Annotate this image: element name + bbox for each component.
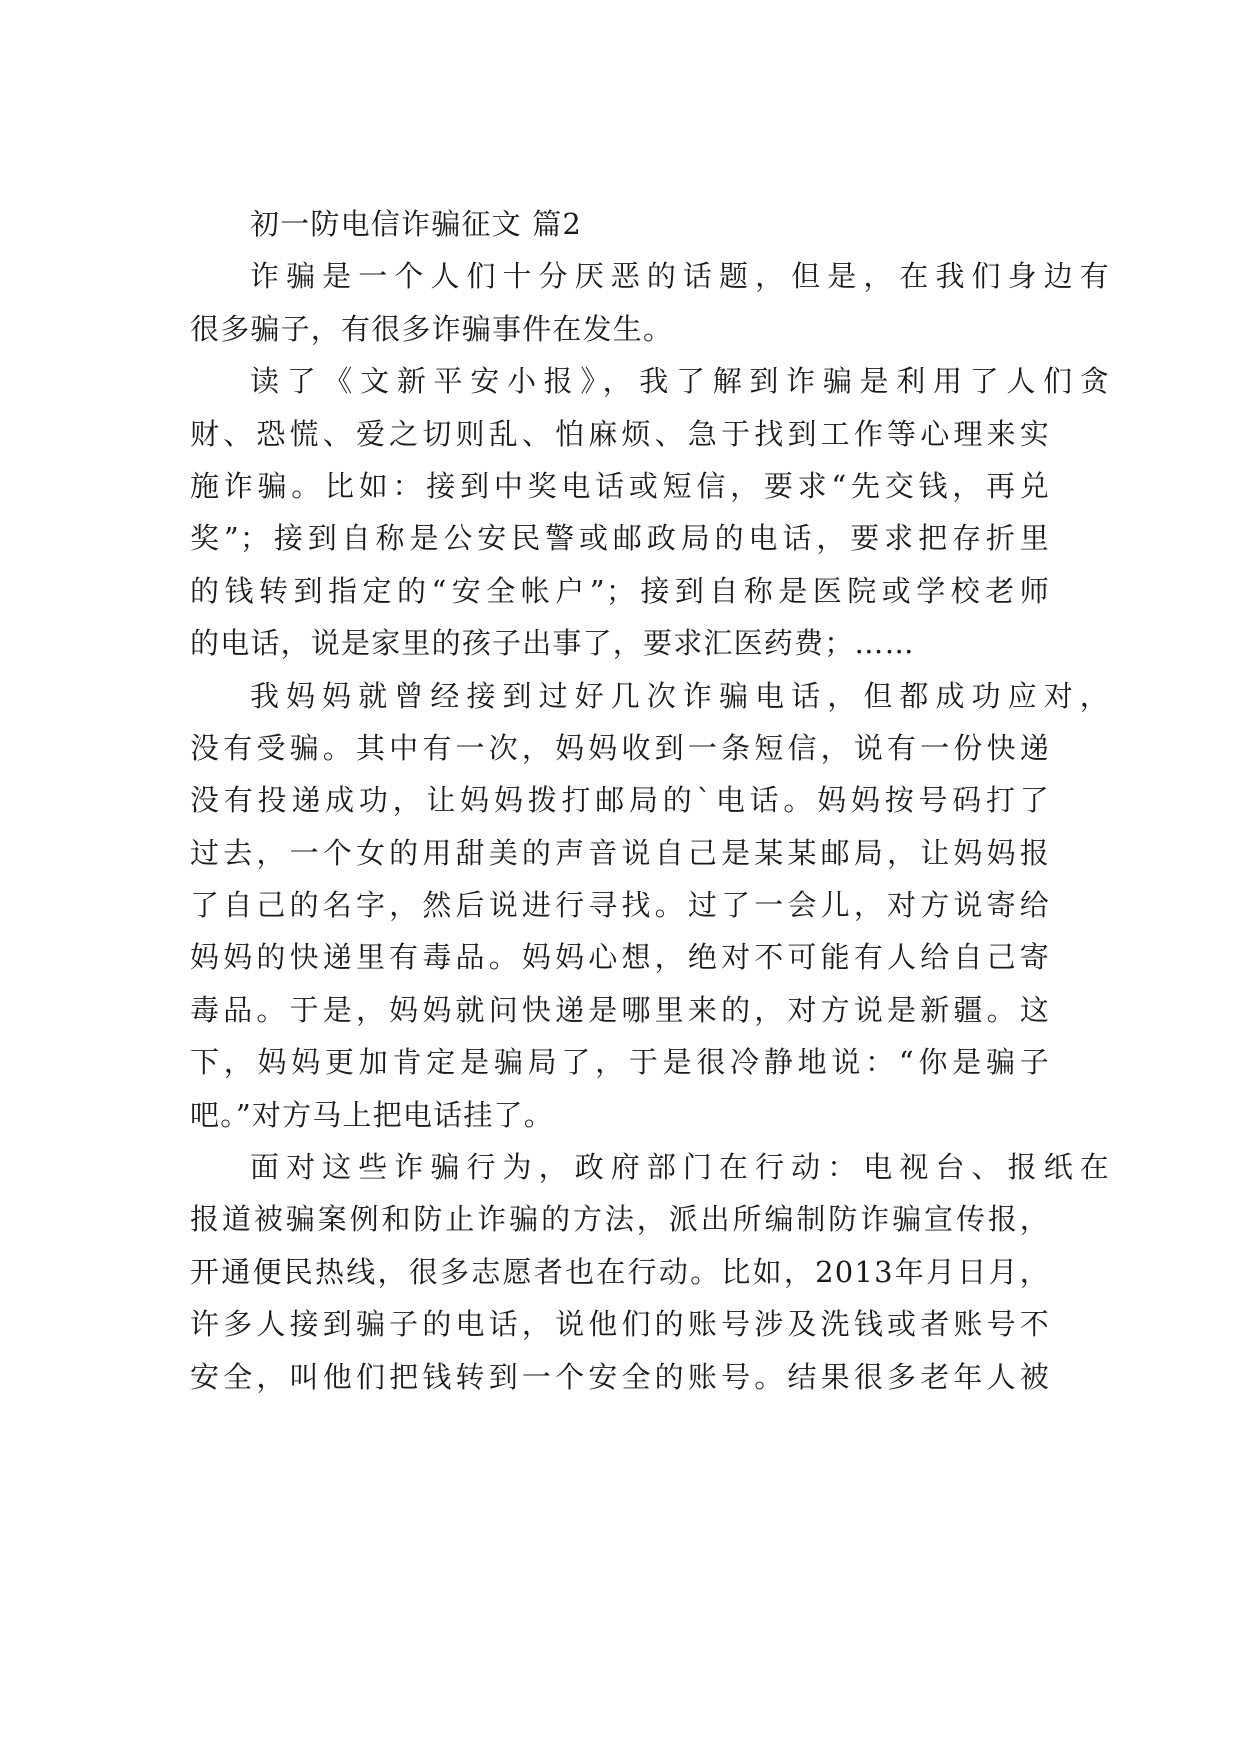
paragraph-line: 没有投递成功，让妈妈拨打邮局的`电话。妈妈按号码打了 <box>190 783 1050 818</box>
paragraph-line: 过去，一个女的用甜美的声音说自己是某某邮局，让妈妈报 <box>190 835 1050 870</box>
paragraph-line: 没有受骗。其中有一次，妈妈收到一条短信，说有一份快递 <box>190 730 1050 765</box>
paragraph-line: 的电话，说是家里的孩子出事了，要求汇医药费；…… <box>190 626 915 661</box>
paragraph-line: 妈妈的快递里有毒品。妈妈心想，绝对不可能有人给自己寄 <box>190 940 1050 975</box>
paragraph-line: 面对这些诈骗行为，政府部门在行动：电视台、报纸在 <box>250 1150 1110 1185</box>
paragraph-line: 的钱转到指定的“安全帐户”；接到自称是医院或学校老师 <box>190 573 1050 608</box>
paragraph-line: 诈骗是一个人们十分厌恶的话题，但是，在我们身边有 <box>250 259 1110 294</box>
paragraph-line: 开通便民热线，很多志愿者也在行动。比如，2013年月日月， <box>190 1254 1050 1289</box>
paragraph-line: 奖”；接到自称是公安民警或邮政局的电话，要求把存折里 <box>190 521 1050 556</box>
paragraph-line: 了自己的名字，然后说进行寻找。过了一会儿，对方说寄给 <box>190 888 1050 923</box>
paragraph-line: 读了《文新平安小报》，我了解到诈骗是利用了人们贪 <box>250 364 1110 399</box>
paragraph-line: 吧。”对方马上把电话挂了。 <box>190 1097 554 1132</box>
paragraph-line: 我妈妈就曾经接到过好几次诈骗电话，但都成功应对， <box>250 678 1110 713</box>
paragraph-line: 财、恐慌、爱之切则乱、怕麻烦、急于找到工作等心理来实 <box>190 416 1050 451</box>
paragraph-line: 下，妈妈更加肯定是骗局了，于是很冷静地说：“你是骗子 <box>190 1045 1050 1080</box>
paragraph-line: 许多人接到骗子的电话，说他们的账号涉及洗钱或者账号不 <box>190 1307 1050 1342</box>
paragraph-line: 很多骗子，有很多诈骗事件在发生。 <box>190 311 674 346</box>
paragraph-line: 报道被骗案例和防止诈骗的方法，派出所编制防诈骗宣传报， <box>190 1202 1050 1237</box>
paragraph-line: 施诈骗。比如：接到中奖电话或短信，要求“先交钱，再兑 <box>190 468 1050 503</box>
paragraph-line: 毒品。于是，妈妈就问快递是哪里来的，对方说是新疆。这 <box>190 992 1050 1027</box>
paragraph-line: 安全，叫他们把钱转到一个安全的账号。结果很多老年人被 <box>190 1359 1050 1394</box>
document-body <box>190 198 1110 1403</box>
document-heading: 初一防电信诈骗征文 篇2 <box>250 207 583 241</box>
